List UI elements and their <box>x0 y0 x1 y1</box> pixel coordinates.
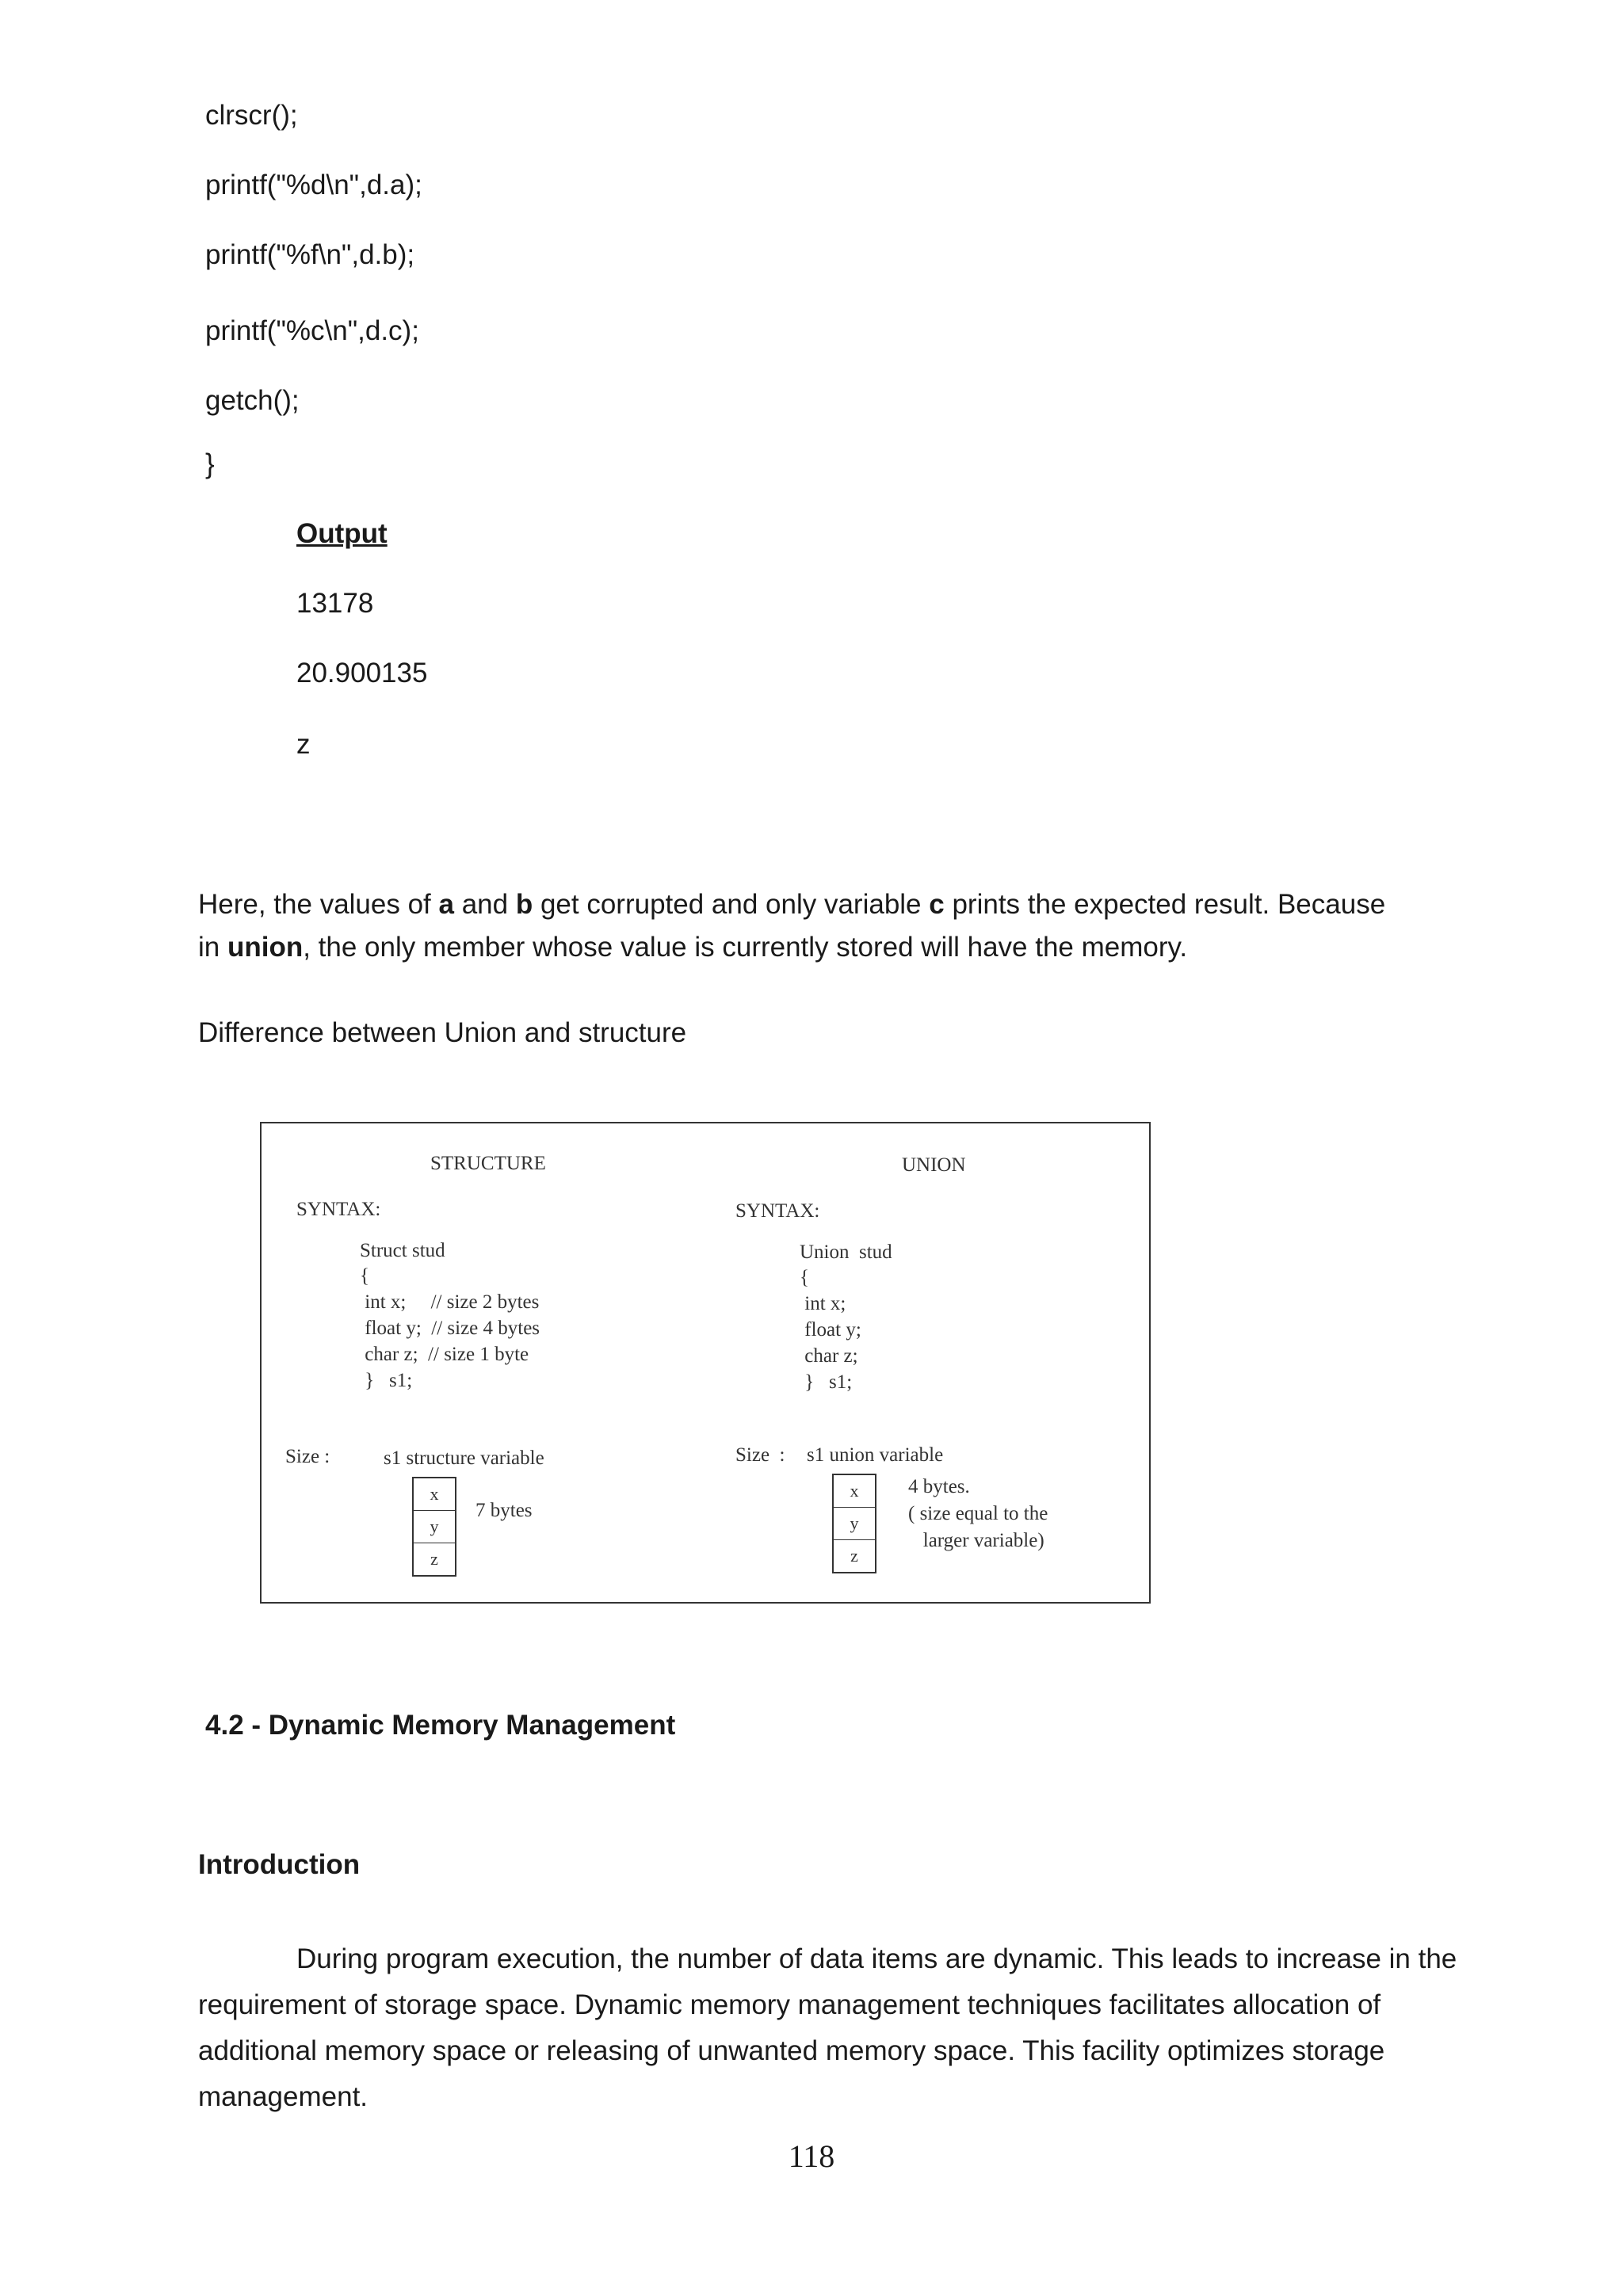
structure-code-line: float y; // size 4 bytes <box>360 1318 540 1339</box>
structure-size-label: Size : <box>285 1446 330 1467</box>
memory-cell: x <box>834 1475 875 1508</box>
union-code-line: char z; <box>800 1345 858 1367</box>
structure-syntax-label: SYNTAX: <box>296 1199 381 1220</box>
output-value: 13178 <box>296 588 374 619</box>
code-line: getch(); <box>205 385 300 416</box>
structure-bytes: 7 bytes <box>475 1500 533 1521</box>
structure-code-line: } s1; <box>360 1370 413 1391</box>
structure-code-line: char z; // size 1 byte <box>360 1344 529 1365</box>
union-variable-label: s1 union variable <box>807 1444 944 1466</box>
memory-cell: y <box>414 1511 455 1543</box>
union-code-line: Union stud <box>800 1241 892 1263</box>
intro-paragraph: During program execution, the number of data items are dynamic. This leads to increase in the requirement of storage space. Dynamic memory management techniques facilitates allocation of additional memory space or releasing of unwanted memory space. This facility optimizes storage management. <box>198 1943 1457 2112</box>
memory-cell: z <box>850 1546 858 1566</box>
output-heading: Output <box>296 518 388 549</box>
memory-cell: z <box>430 1549 438 1569</box>
structure-title: STRUCTURE <box>430 1153 546 1174</box>
structure-code-line: int x; // size 2 bytes <box>360 1291 540 1313</box>
memory-cell: y <box>834 1508 875 1540</box>
union-code-line: int x; <box>800 1293 846 1314</box>
structure-code-line: { <box>360 1265 369 1287</box>
difference-title: Difference between Union and structure <box>198 1017 687 1048</box>
code-line: clrscr(); <box>205 100 298 131</box>
union-bytes: 4 bytes. <box>908 1476 970 1497</box>
structure-vs-union-figure <box>260 1122 1151 1604</box>
structure-code-line: Struct stud <box>360 1240 445 1261</box>
page-number: 118 <box>788 2138 835 2174</box>
code-line: } <box>205 448 215 479</box>
union-note: larger variable) <box>908 1530 1044 1551</box>
output-value: 20.900135 <box>296 658 428 688</box>
union-memory-cells <box>832 1474 876 1573</box>
explanation-line-1: Here, the values of a and b get corrupted and only variable c prints the expected result. Because <box>198 889 1386 920</box>
section-heading: 4.2 - Dynamic Memory Management <box>205 1710 676 1741</box>
code-line: printf("%c\n",d.c); <box>205 315 419 346</box>
union-syntax-label: SYNTAX: <box>735 1200 820 1222</box>
intro-heading: Introduction <box>198 1849 361 1880</box>
structure-memory-cells <box>412 1477 456 1577</box>
code-line: printf("%d\n",d.a); <box>205 170 422 200</box>
union-code-line: } s1; <box>800 1371 853 1393</box>
explanation-line-2: in union, the only member whose value is currently stored will have the memory. <box>198 932 1188 963</box>
union-code-line: float y; <box>800 1319 861 1341</box>
output-value: z <box>296 729 311 760</box>
code-line: printf("%f\n",d.b); <box>205 239 415 270</box>
structure-variable-label: s1 structure variable <box>384 1447 544 1469</box>
union-title: UNION <box>902 1154 966 1176</box>
memory-cell: x <box>414 1478 455 1511</box>
union-size-label: Size : <box>735 1444 785 1466</box>
union-note: ( size equal to the <box>908 1503 1048 1524</box>
union-code-line: { <box>800 1267 809 1288</box>
